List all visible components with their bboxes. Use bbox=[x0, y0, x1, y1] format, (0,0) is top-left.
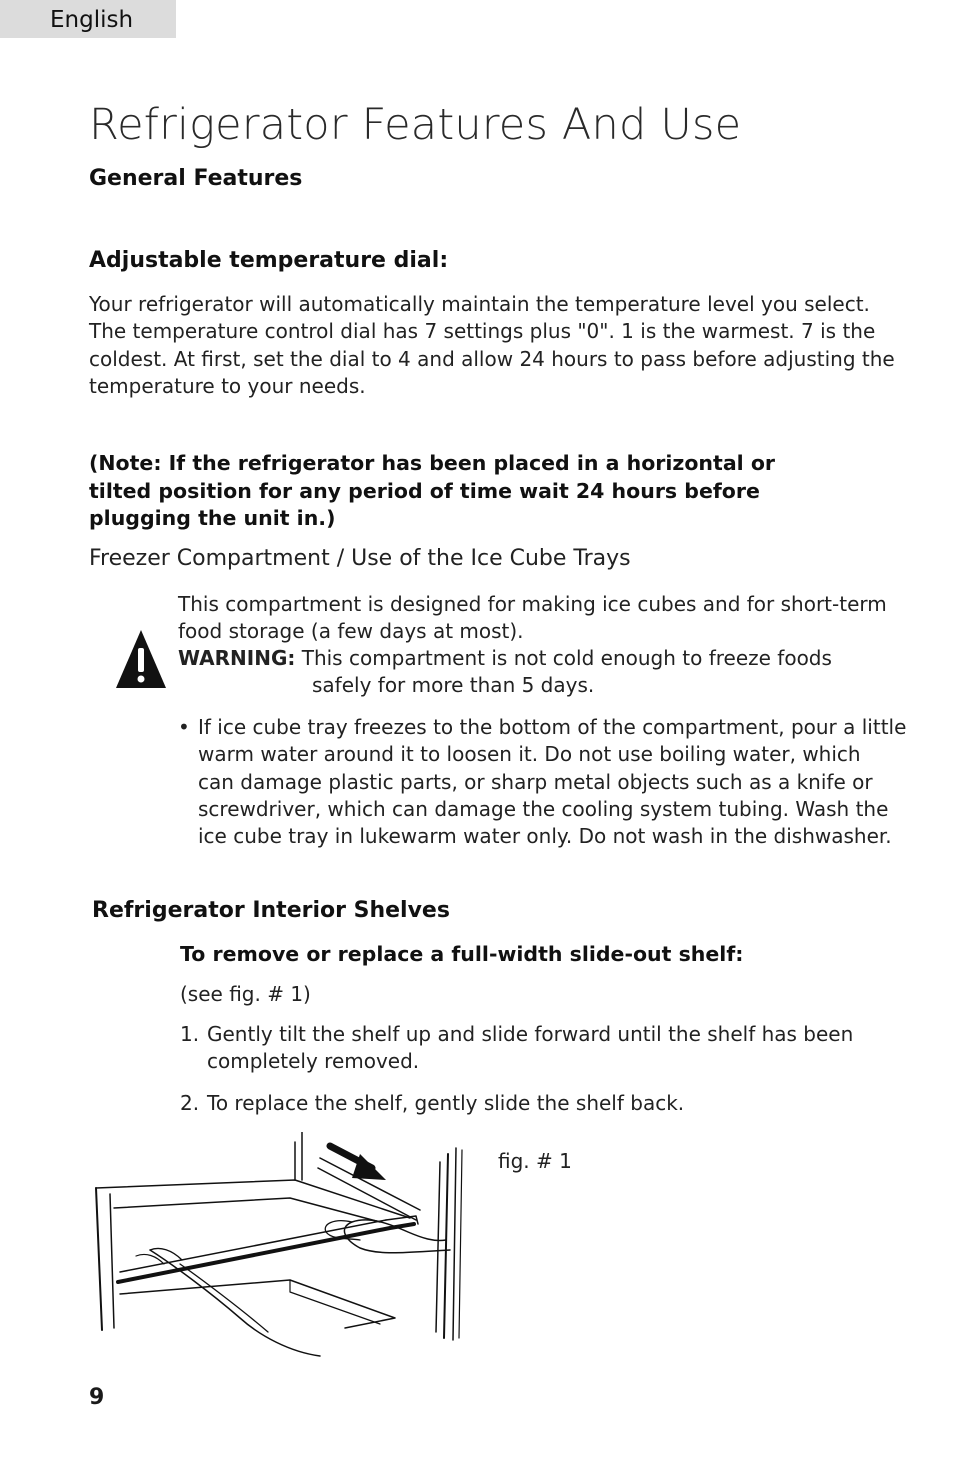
shelf-removal-illustration bbox=[90, 1132, 470, 1360]
bullet-line: screwdriver, which can damage the cooling system tubing. Wash the bbox=[198, 796, 889, 821]
ice-tray-bullet bbox=[178, 714, 906, 850]
placement-note bbox=[89, 450, 775, 533]
language-tab: English bbox=[0, 0, 176, 38]
bullet-marker: • bbox=[178, 715, 190, 739]
warning-label: WARNING: bbox=[178, 646, 296, 670]
general-features-heading: General Features bbox=[89, 166, 303, 191]
freezer-heading: Freezer Compartment / Use of the Ice Cube Trays bbox=[89, 546, 631, 571]
step-number: 2. bbox=[180, 1091, 200, 1115]
warning-text: This compartment is not cold enough to freeze foods bbox=[301, 646, 832, 670]
paragraph-line: The temperature control dial has 7 settings plus "0". 1 is the warmest. 7 is the bbox=[89, 319, 876, 344]
freezer-warning bbox=[178, 645, 868, 700]
warning-text: safely for more than 5 days. bbox=[312, 673, 595, 698]
see-fig-reference: (see fig. # 1) bbox=[180, 982, 311, 1006]
bullet-line: ice cube tray in lukewarm water only. Do not wash in the dishwasher. bbox=[198, 824, 892, 849]
paragraph-line: temperature to your needs. bbox=[89, 373, 366, 398]
step-line: completely removed. bbox=[207, 1049, 420, 1074]
step-2 bbox=[180, 1090, 684, 1117]
bullet-line: can damage plastic parts, or sharp metal objects such as a knife or bbox=[198, 769, 873, 794]
page-number: 9 bbox=[89, 1385, 105, 1410]
note-line: plugging the unit in.) bbox=[89, 506, 336, 530]
temperature-dial-heading: Adjustable temperature dial: bbox=[89, 248, 449, 273]
paragraph-line: This compartment is designed for making ice cubes and for short-term bbox=[178, 592, 887, 616]
figure-label: fig. # 1 bbox=[498, 1149, 572, 1173]
step-1 bbox=[180, 1021, 853, 1076]
step-number: 1. bbox=[180, 1022, 200, 1046]
warning-line bbox=[178, 645, 868, 672]
page-title: Refrigerator Features And Use bbox=[89, 100, 742, 150]
step-line: To replace the shelf, gently slide the shelf back. bbox=[207, 1091, 685, 1115]
note-line: tilted position for any period of time wait 24 hours before bbox=[89, 478, 760, 503]
step-line: Gently tilt the shelf up and slide forward until the shelf has been bbox=[207, 1022, 854, 1046]
paragraph-line: food storage (a few days at most). bbox=[178, 619, 524, 644]
temperature-dial-paragraph bbox=[89, 291, 895, 400]
shelves-heading: Refrigerator Interior Shelves bbox=[92, 898, 450, 923]
note-line: (Note: If the refrigerator has been placed in a horizontal or bbox=[89, 451, 776, 475]
paragraph-line: Your refrigerator will automatically maintain the temperature level you select. bbox=[89, 292, 870, 316]
paragraph-line: coldest. At first, set the dial to 4 and allow 24 hours to pass before adjusting the bbox=[89, 346, 895, 371]
freezer-intro bbox=[178, 591, 887, 646]
bullet-line: warm water around it to loosen it. Do not use boiling water, which bbox=[198, 742, 861, 767]
warning-triangle-icon bbox=[114, 628, 168, 690]
shelf-subheading: To remove or replace a full-width slide-out shelf: bbox=[180, 942, 744, 966]
bullet-line: If ice cube tray freezes to the bottom of the compartment, pour a little bbox=[198, 715, 907, 739]
